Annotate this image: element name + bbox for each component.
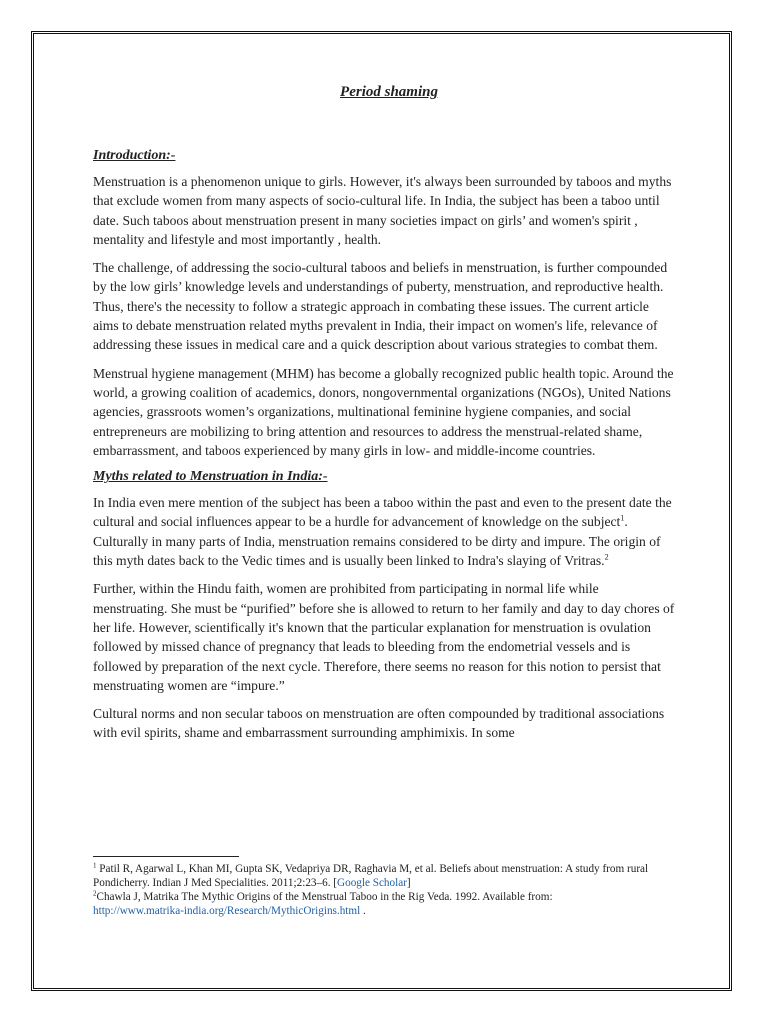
intro-paragraph-1: Menstruation is a phenomenon unique to girls. However, it's always been surrounded by taboos and myths that exclude women from many aspects of socio-cultural life. In India, the subject has been a taboo until date. Such taboos about menstruation present in many societies impact on girls’ and women's spirit , mentality and lifestyle and most importantly , health. [93,174,672,247]
intro-heading: Introduction:- [93,148,176,163]
footnote-ref-1[interactable]: 1 [620,513,625,523]
footnote-2-close: . [360,905,366,917]
intro-paragraph-3: Menstrual hygiene management (MHM) has become a globally recognized public health topic. Around the world, a growing coalition of academics, donors, nongovernmental organizations (NGOs), United Nations agencies, grassroots women’s organizations, multinational feminine hygiene companies, and social entrepreneurs are mobilizing to bring attention and resources to address the menstrual-related shame, embarrassment, and taboos experienced by many girls in low- and middle-income countries. [93,365,674,458]
footnotes [93,856,683,918]
footnote-separator [93,856,239,857]
myths-p1-text-b: . Culturally in many parts of India, menstruation remains considered to be dirty and impure. The origin of this myth dates back to the Vedic times and is usually been linked to Indra's slaying of Vritras. [93,514,661,569]
footnote-1-marker: 1 [93,861,97,870]
myths-paragraph-3: Cultural norms and non secular taboos on menstruation are often compounded by traditional associations with evil spirits, shame and embarrassment surrounding amphimixis. In some [93,706,665,741]
footnote-1 [93,862,683,890]
myths-paragraph-1 [93,493,675,570]
footnote-2 [93,890,683,918]
intro-paragraph-2: The challenge, of addressing the socio-cultural taboos and beliefs in menstruation, is further compounded by the low girls’ knowledge levels and understandings of puberty, menstruation, and reproductive health. Thus, there's the necessity to follow a strategic approach in combating these issues. The current article aims to debate menstruation related myths prevalent in India, their impact on women's life, relevance of addressing these issues in medical care and a quick description about various strategies to combat them. [93,260,668,353]
google-scholar-link[interactable]: Google Scholar [337,877,407,889]
myths-heading: Myths related to Menstruation in India:- [93,469,328,485]
matrika-link[interactable]: http://www.matrika-india.org/Research/MythicOrigins.html [93,905,361,917]
footnote-1-close: ] [406,877,411,889]
myths-p1-text-a: In India even mere mention of the subject has been a taboo within the past and even to the present date the cultural and social influences appear to be a hurdle for advancement of knowledge on the subject [93,495,672,530]
document-body [93,84,675,752]
footnote-2-marker: 2 [93,889,97,898]
footnote-1-text: Patil R, Agarwal L, Khan MI, Gupta SK, Vedapriya DR, Raghavia M, et al. Beliefs about menstruation: A study from rural Pondicherry. Indian J Med Specialities. 2011;2:23–6. [ [93,863,649,889]
footnote-ref-2[interactable]: 2 [604,552,609,562]
document-title: Period shaming [340,84,438,100]
myths-paragraph-2: Further, within the Hindu faith, women are prohibited from participating in normal life while menstruating. She must be “purified” before she is allowed to return to her family and day to day chores of her life. However, scientifically it's known that the particular explanation for menstruation is ovulation followed by missed chance of pregnancy that leads to bleeding from the endometrial vessels and is followed by preparation of the next cycle. Therefore, there seems no reason for this notion to persist that menstruating women are “impure.” [93,581,675,693]
footnote-2-text: Chawla J, Matrika The Mythic Origins of the Menstrual Taboo in the Rig Veda. 1992. Available from: [96,891,553,903]
